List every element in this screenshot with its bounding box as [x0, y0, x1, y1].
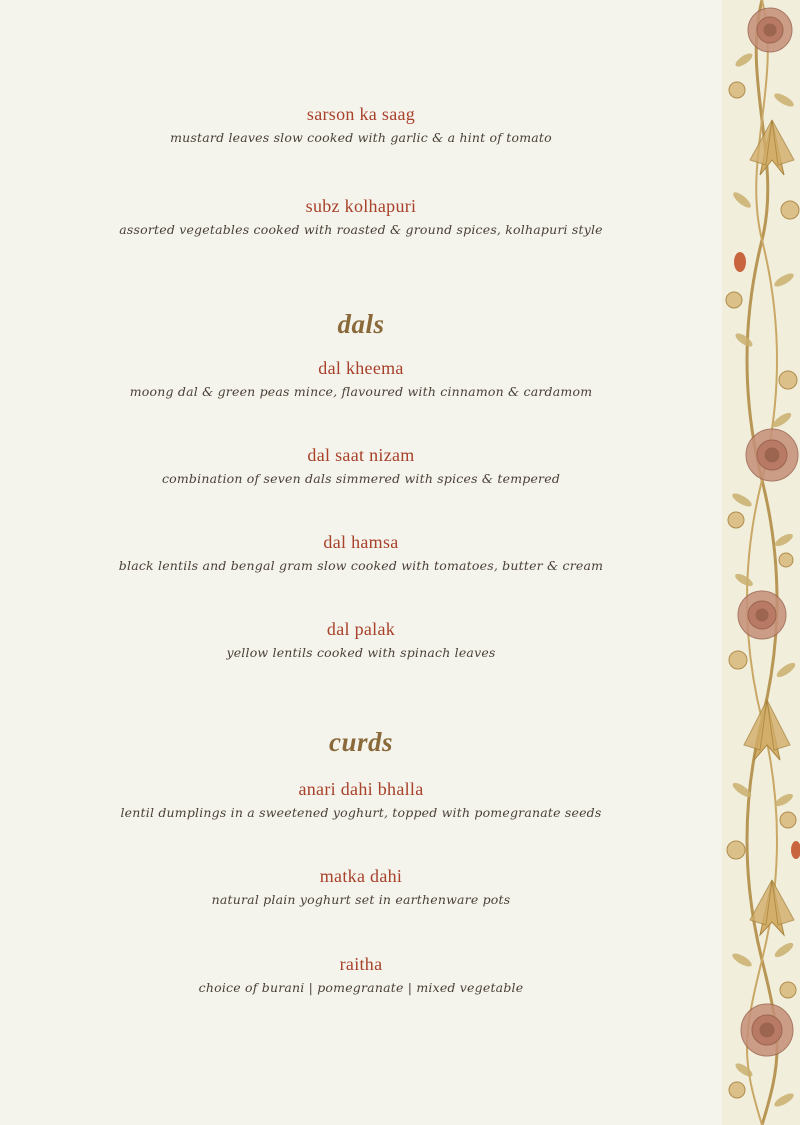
item-description: lentil dumplings in a sweetened yoghurt, topped with pomegranate seeds [120, 805, 602, 820]
item-description: mustard leaves slow cooked with garlic & a hint of tomato [170, 130, 552, 145]
item-description: yellow lentils cooked with spinach leaves [226, 645, 496, 660]
item-description: natural plain yoghurt set in earthenware pots [211, 892, 511, 907]
item-name: dal hamsa [323, 532, 399, 552]
item-name: raitha [339, 954, 383, 974]
menu-item-dal-saat-nizam [0, 444, 722, 488]
menu-item-dal-kheema [0, 357, 722, 401]
item-description: black lentils and bengal gram slow cooked with tomatoes, butter & cream [118, 558, 604, 573]
section-heading-curds: curds [328, 727, 393, 757]
floral-border-pattern [722, 0, 800, 1125]
item-description: assorted vegetables cooked with roasted & ground spices, kolhapuri style [119, 222, 603, 237]
floral-border [722, 0, 800, 1125]
menu-item-matka-dahi [0, 865, 722, 909]
item-name: subz kolhapuri [305, 196, 417, 216]
item-description: combination of seven dals simmered with spices & tempered [161, 471, 561, 486]
item-name: dal kheema [318, 358, 404, 378]
menu-item-dal-hamsa [0, 531, 722, 575]
item-name: sarson ka saag [306, 104, 416, 124]
rose-icon [748, 8, 792, 52]
item-name: dal palak [326, 619, 396, 639]
item-name: matka dahi [319, 866, 403, 886]
menu-item-raitha [0, 953, 722, 997]
menu-item-sarson-ka-saag [0, 103, 722, 147]
item-name: anari dahi bhalla [298, 779, 424, 799]
item-description: choice of burani | pomegranate | mixed vegetable [198, 980, 524, 995]
item-description: moong dal & green peas mince, flavoured with cinnamon & cardamom [129, 384, 593, 399]
menu-item-anari-dahi-bhalla [0, 778, 722, 822]
item-name: dal saat nizam [307, 445, 415, 465]
menu-item-dal-palak [0, 618, 722, 662]
section-heading-dals: dals [337, 309, 385, 339]
menu-item-subz-kolhapuri [0, 195, 722, 239]
